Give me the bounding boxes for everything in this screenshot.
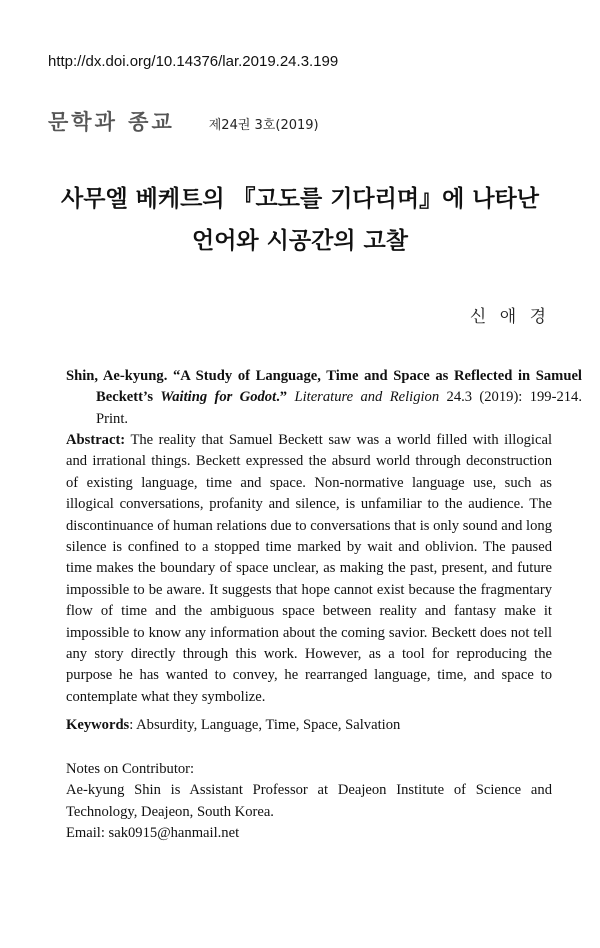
citation-details: 24.3 (2019): 199-214. Print. <box>96 389 583 427</box>
abstract-text: The reality that Samuel Beckett saw was a world filled with illogical and irrational things. Beckett expressed the absurd world through deconstruction of existing language, time and space. Non-normative language use, such as illogical conversations, profanity and silence, is unfamiliar to the audience. The discontinuance of human relations due to conversations that is only sound and long silence is confined to a stopped time marked by wait and oblivion. The paused time makes the boundary of space unclear, as making the past, present, and future impossible to be aware. It suggests that hope cannot exist because the fragmentary flow of time and the ambiguous space between reality and fantasy make it impossible to know any information about the coming savior. Beckett does not tell any story directly through this work. However, as a tool for reproducing the purpose he has wanted to convey, he rearranged language, time, and space to contemplate what they symbolize. <box>66 432 553 705</box>
keywords-label: Keywords <box>66 717 130 733</box>
article-title <box>0 178 600 262</box>
author-email[interactable]: Email: sak0915@hanmail.net <box>66 825 240 842</box>
journal-header <box>48 106 319 136</box>
title-line-1: 사무엘 베케트의 『고도를 기다리며』에 나타난 <box>61 186 539 212</box>
citation-work-title: Waiting for Godot <box>160 389 277 406</box>
citation-title: “A Study of Language, Time and Space as Reflected in Samuel Beckett’s Waiting for Godot.” <box>96 368 582 406</box>
journal-logo: 문학과 종교 <box>48 109 175 134</box>
citation-journal: Literature and Religion <box>294 389 440 406</box>
keywords <box>66 715 552 736</box>
contributor-notes <box>66 759 552 845</box>
citation <box>66 366 582 430</box>
author-name: 신 애 경 <box>469 307 550 327</box>
citation-author: Shin, Ae-kyung. <box>66 368 168 384</box>
issue-info: 제24권 3호(2019) <box>208 118 319 133</box>
abstract <box>66 430 552 708</box>
notes-heading: Notes on Contributor: <box>66 761 195 777</box>
title-line-2: 언어와 시공간의 고찰 <box>192 228 408 254</box>
doi-link[interactable]: http://dx.doi.org/10.14376/lar.2019.24.3.199 <box>48 53 339 70</box>
abstract-label: Abstract: <box>66 432 126 448</box>
notes-text: Ae-kyung Shin is Assistant Professor at Deajeon Institute of Science and Technology, Deajeon, South Korea. <box>66 782 552 820</box>
keywords-text: : Absurdity, Language, Time, Space, Salvation <box>129 717 401 733</box>
